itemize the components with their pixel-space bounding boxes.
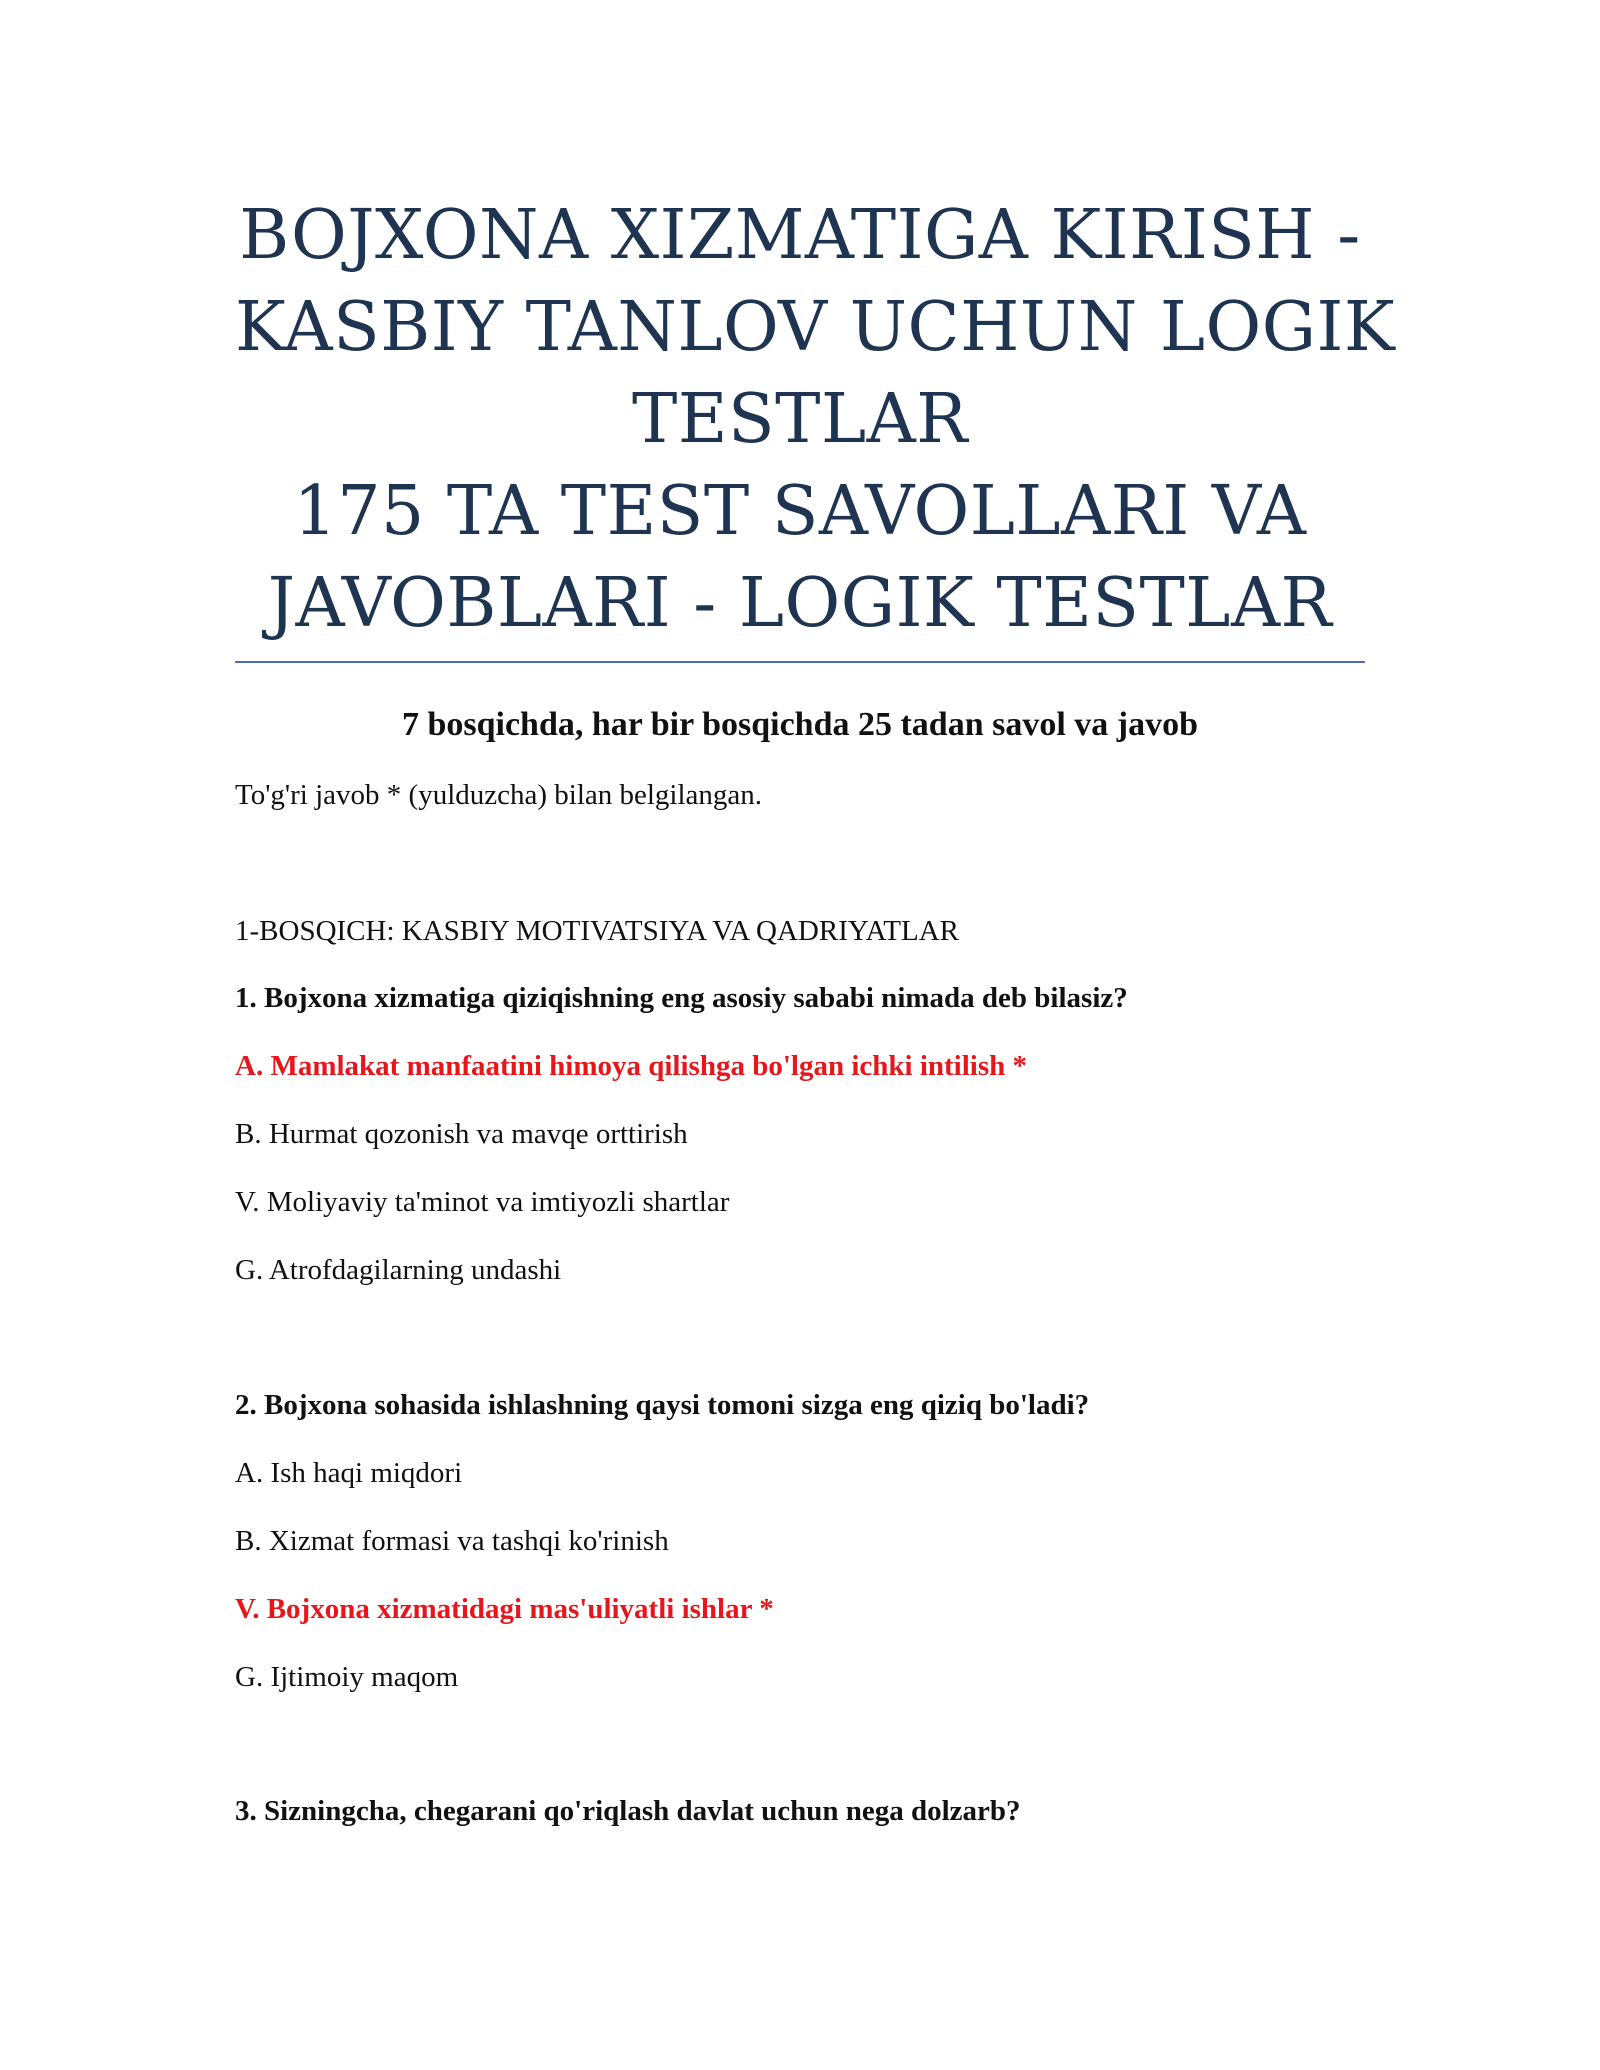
option-correct: V. Bojxona xizmatidagi mas'uliyatli ishlar * bbox=[235, 1593, 774, 1625]
title-line: BOJXONA XIZMATIGA KIRISH - bbox=[239, 196, 1361, 275]
title-line: TESTLAR bbox=[632, 380, 968, 459]
title-line: KASBIY TANLOV UCHUN LOGIK bbox=[235, 288, 1396, 367]
title-divider bbox=[235, 661, 1365, 663]
option: V. Moliyaviy ta'minot va imtiyozli shartlar bbox=[235, 1186, 730, 1218]
stage-heading: 1-BOSQICH: KASBIY MOTIVATSIYA VA QADRIYATLAR bbox=[235, 915, 960, 947]
option: G. Atrofdagilarning undashi bbox=[235, 1254, 562, 1286]
answer-key-note: To'g'ri javob * (yulduzcha) bilan belgilangan. bbox=[235, 779, 763, 811]
option: A. Ish haqi miqdori bbox=[235, 1457, 463, 1489]
option: B. Hurmat qozonish va mavqe orttirish bbox=[235, 1118, 688, 1150]
title-line: JAVOBLARI - LOGIK TESTLAR bbox=[267, 564, 1333, 643]
question-1: 1. Bojxona xizmatiga qiziqishning eng asosiy sababi nimada deb bilasiz? bbox=[235, 982, 1128, 1014]
option: G. Ijtimoiy maqom bbox=[235, 1661, 459, 1693]
title-line: 175 TA TEST SAVOLLARI VA bbox=[293, 472, 1307, 551]
document-title bbox=[235, 190, 1396, 650]
document-subtitle: 7 bosqichda, har bir bosqichda 25 tadan savol va javob bbox=[401, 706, 1199, 743]
question-2: 2. Bojxona sohasida ishlashning qaysi tomoni sizga eng qiziq bo'ladi? bbox=[235, 1389, 1090, 1421]
option-correct: A. Mamlakat manfaatini himoya qilishga bo'lgan ichki intilish * bbox=[235, 1050, 1028, 1082]
question-3: 3. Sizningcha, chegarani qo'riqlash davlat uchun nega dolzarb? bbox=[235, 1795, 1021, 1827]
option: B. Xizmat formasi va tashqi ko'rinish bbox=[235, 1525, 669, 1557]
